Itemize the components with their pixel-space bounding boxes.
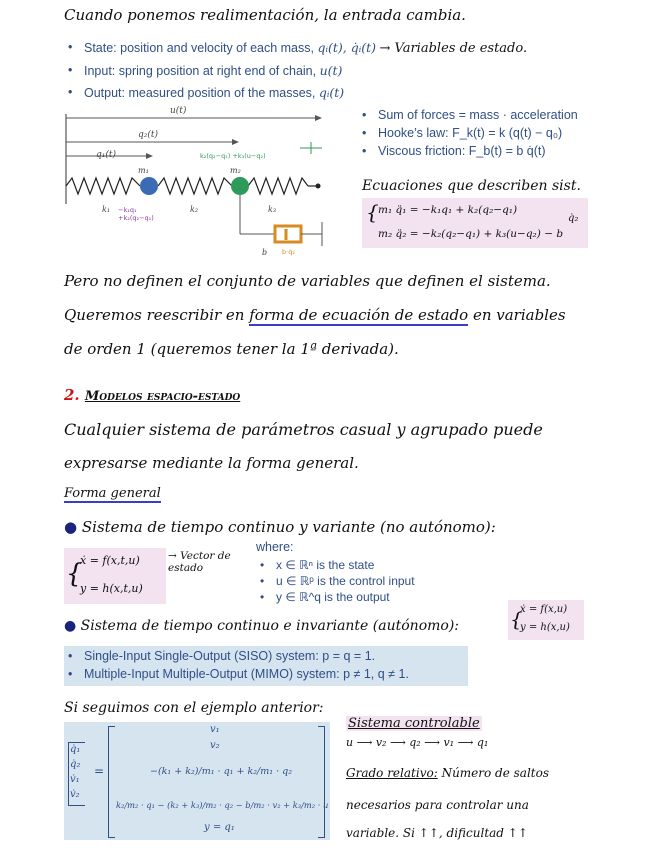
intro-bullet-input: • Input: spring position at right end of chain, u(t) [84,63,342,78]
intro-bullet-output: • Output: measured position of the masses, qᵢ(t) [84,85,344,100]
q2-label: q₂(t) [138,130,159,140]
k1-label: k₁ [102,205,111,214]
equation-2: m₂ q̈₂ = −k₂(q₂−q₁) + k₃(u−q₂) − b [378,228,564,240]
siso-item: • Single-Input Single-Output (SISO) system: p = q = 1. [84,649,375,663]
state-vector: q̇₁ q̇₂ v̇₁ v̇₂ [70,744,81,800]
matrix-row-4: k₂/m₂ · q₁ − (k₂ + k₃)/m₂ · q₂ − b/m₂ · v₂ + k₃/m₂ · u [116,800,329,810]
output-equation: y = q₁ [204,822,235,833]
paragraph-line-1: Pero no definen el conjunto de variables que definen el sistema. [64,272,551,290]
m1-label: m₁ [138,166,149,175]
where-label: where: [256,540,294,554]
sys1-note: → Vector de estado [168,550,231,574]
grado-line-3: variable. Si ↑↑, dificultad ↑↑ [346,826,528,840]
matrix-row-3: −(k₁ + k₂)/m₁ · q₁ + k₂/m₁ · q₂ [150,766,292,777]
mimo-item: • Multiple-Input Multiple-Output (MIMO) system: p ≠ 1, q ≠ 1. [84,667,409,681]
k3-label: k₃ [268,205,277,214]
section-title: Modelos espacio-estado [84,389,241,404]
where-item: • x ∈ ℝⁿ is the state [276,558,415,572]
mass-2 [231,177,249,195]
where-item: • u ∈ ℝᵖ is the control input [276,574,415,588]
sys2-eq2: y = h(x,u) [520,622,570,633]
state-space-matrix-box: q̇₁ q̇₂ v̇₁ v̇₂ = v₁ v₂ −(k₁ + k₂)/m₁ · q₁ + k₂/m₁ · q₂ k₂/m₂ · q₁ − (k₂ + k₃)/m₂ · q₂ − b/m₂ · v₂ + k₃/m₂ · u y = q₁ [64,722,330,840]
sys1-eq2: y = h(x,t,u) [80,582,143,595]
paragraph-line-3: de orden 1 (queremos tener la 1ª derivada). [64,340,399,358]
section-number: 2. [64,386,80,404]
u-label: u(t) [170,106,187,116]
forma-general-subheading: Forma general [64,486,161,501]
where-list [276,558,415,604]
mass-spring-diagram [60,104,360,264]
laws-list [378,108,578,158]
system-2-box: { ẋ = f(x,u) y = h(x,u) [508,600,584,640]
equation-1: m₁ q̈₁ = −k₁q₁ + k₂(q₂−q₁) [378,204,518,216]
purple-force-note: −k₁q₁ +k₂(q₂−q₁) [118,206,154,222]
controllable-chain: u ⟶ v₂ ⟶ q₂ ⟶ v₁ ⟶ q₁ [346,736,489,749]
q1-label: q₁(t) [96,150,117,160]
general-bullet-2: ● Sistema de tiempo continuo e invariante (autónomo): [64,618,459,634]
forma-ecuacion-estado: forma de ecuación de estado [249,306,469,324]
general-bullet-1: ● Sistema de tiempo continuo y variante (no autónomo): [64,518,496,536]
b-label: b [262,248,268,257]
orange-force-note: b·q̇₂ [282,248,295,256]
equation-side: q̇₂ [568,213,579,224]
matrix-row-1: v₁ [210,724,220,735]
sys2-eq1: ẋ = f(x,u) [520,604,568,615]
grado-line-2: necesarios para controlar una [346,798,529,812]
section-line-2: expresarse mediante la forma general. [64,454,359,472]
law-item: • Sum of forces = mass · acceleration [378,108,578,122]
system-1-box: { ẋ = f(x,t,u) y = h(x,t,u) [64,548,166,604]
grado-relativo: Grado relativo: Número de saltos [346,766,549,780]
where-item: • y ∈ ℝ^q is the output [276,590,415,604]
m2-label: m₂ [230,166,241,175]
example-heading: Si seguimos con el ejemplo anterior: [64,700,324,716]
law-item: • Viscous friction: F_b(t) = b q̇(t) [378,144,578,158]
siso-mimo-box [64,646,468,686]
section-heading [64,386,240,404]
sys1-eq1: ẋ = f(x,t,u) [80,554,140,567]
k2-label: k₂ [190,205,199,214]
paragraph-line-2: Queremos reescribir en forma de ecuación de estado en variables [64,306,566,324]
equations-box: { m₁ q̈₁ = −k₁q₁ + k₂(q₂−q₁) m₂ q̈₂ = −k₂(q₂−q₁) + k₃(u−q₂) − b q̇₂ [362,198,588,248]
controllable-title: Sistema controlable [348,716,480,731]
equations-title: Ecuaciones que describen sist. [362,178,581,194]
matrix-row-2: v₂ [210,740,220,751]
section-line-1: Cualquier sistema de parámetros casual y agrupado puede [64,420,543,439]
intro-bullet-state: • State: position and velocity of each mass, qᵢ(t), q̇ᵢ(t) → Variables de estado. [84,40,527,56]
mass-1 [140,177,158,195]
law-item: • Hooke’s law: F_k(t) = k (q(t) − q₀) [378,126,578,140]
intro-heading: Cuando ponemos realimentación, la entrada cambia. [64,6,466,24]
green-force-note: k₂(q₂−q₁) +k₃(u−q₂) [200,152,266,160]
